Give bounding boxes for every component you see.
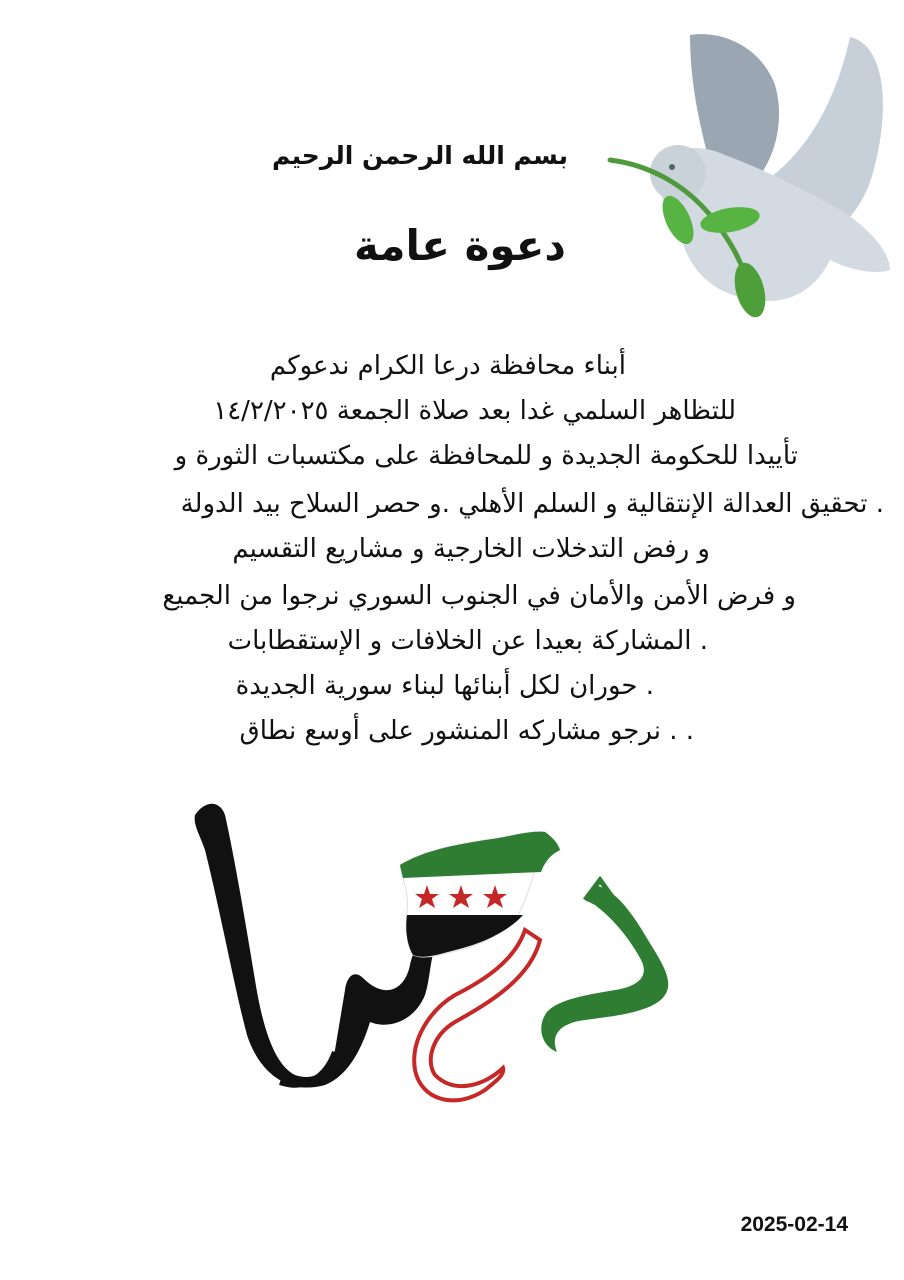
body-line: . . نرجو مشاركه المنشور على أوسع نطاق <box>239 716 694 746</box>
body-line: تأييدا للحكومة الجديدة و للمحافظة على مكتسبات الثورة و <box>174 441 798 471</box>
invitation-body <box>0 346 904 746</box>
page-title: دعوة عامة <box>354 221 566 270</box>
dove-illustration <box>590 25 900 325</box>
body-line: و فرض الأمن والأمان في الجنوب السوري نرجوا من الجميع <box>162 581 796 611</box>
body-line: للتظاهر السلمي غدا بعد صلاة الجمعة ١٤/٢/٢٠٢٥ <box>213 396 736 426</box>
basmala-heading: بسم الله الرحمن الرحيم <box>272 141 568 170</box>
date-stamp: 2025-02-14 <box>740 1213 848 1236</box>
body-line: أبناء محافظة درعا الكرام ندعوكم <box>269 351 626 381</box>
body-line: . المشاركة بعيدا عن الخلافات و الإستقطابات <box>227 626 708 656</box>
daraa-logo <box>185 790 685 1130</box>
body-line: . حوران لكل أبنائها لبناء سورية الجديدة <box>235 671 654 701</box>
body-line: و رفض التدخلات الخارجية و مشاريع التقسيم <box>232 534 710 564</box>
body-line: . تحقيق العدالة الإنتقالية و السلم الأهلي .و حصر السلاح بيد الدولة <box>180 489 884 519</box>
